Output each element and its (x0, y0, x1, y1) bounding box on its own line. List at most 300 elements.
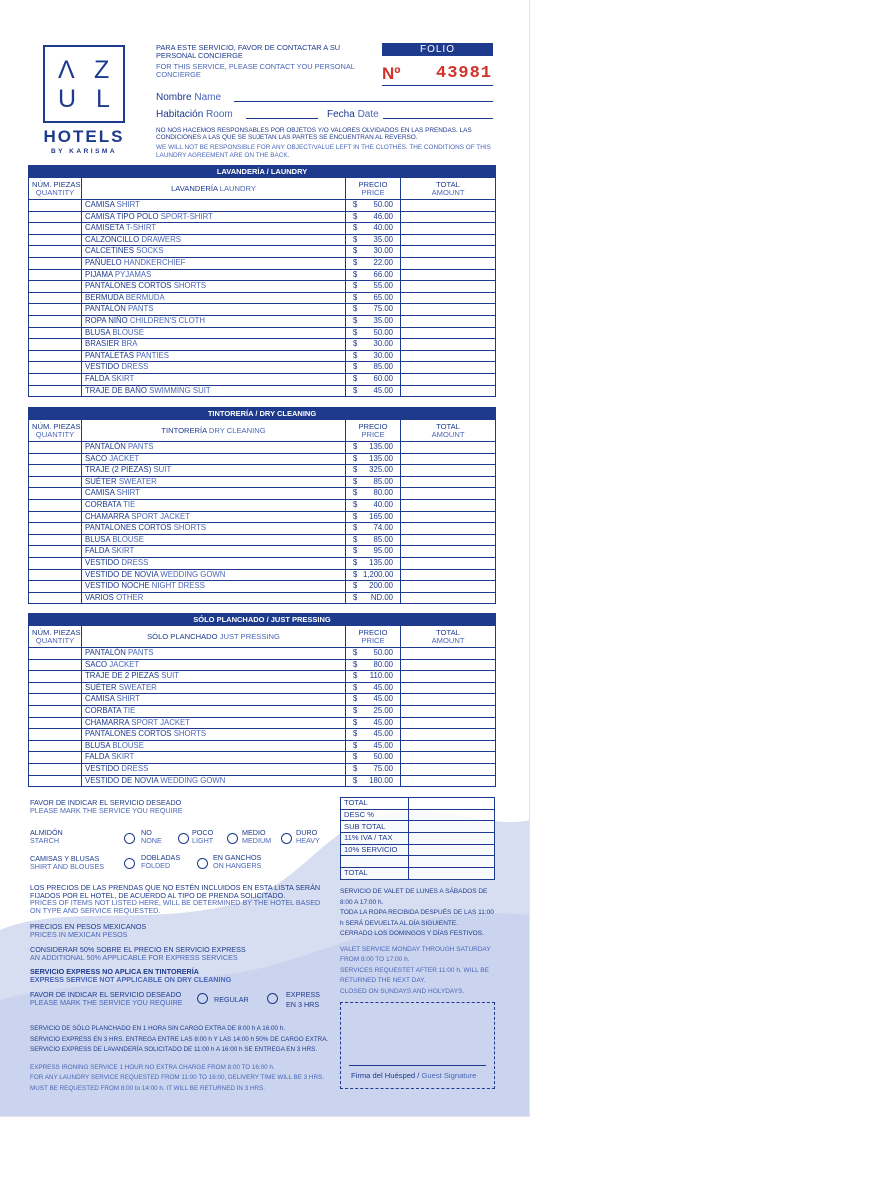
amount-cell[interactable] (401, 557, 496, 569)
valet-es-3: CERRADO LOS DOMINGOS Y DÍAS FESTIVOS. (340, 930, 484, 937)
currency-sign: $ (353, 304, 358, 314)
price-cell (346, 234, 401, 246)
quantity-cell[interactable] (29, 269, 82, 281)
price-value: 60.00 (373, 373, 393, 383)
currency-sign: $ (353, 682, 358, 692)
qty-column-header (29, 626, 82, 648)
table-row (29, 385, 496, 397)
currency-sign: $ (353, 339, 358, 349)
date-field[interactable] (383, 118, 493, 119)
amount-cell[interactable] (401, 648, 496, 660)
quantity-cell[interactable] (29, 223, 82, 235)
amount-cell[interactable] (401, 682, 496, 694)
quantity-cell[interactable] (29, 200, 82, 212)
starch-heavy-radio[interactable] (281, 833, 292, 844)
item-name-cell (82, 569, 346, 581)
currency-sign: $ (353, 223, 358, 233)
item-name-cell (82, 362, 346, 374)
unlisted-prices-note (30, 884, 322, 914)
currency-sign: $ (353, 373, 358, 383)
price-cell (346, 682, 401, 694)
quantity-cell[interactable] (29, 488, 82, 500)
amount-cell[interactable] (401, 385, 496, 397)
starch-light-label (192, 829, 213, 845)
item-name-es: VESTIDO (85, 763, 120, 773)
table-row (29, 581, 496, 593)
quantity-cell[interactable] (29, 671, 82, 683)
amount-cell[interactable] (401, 453, 496, 465)
price-cell (346, 339, 401, 351)
price-cell (346, 671, 401, 683)
item-name-cell (82, 385, 346, 397)
item-name-cell (82, 234, 346, 246)
amount-cell[interactable] (401, 671, 496, 683)
quantity-cell[interactable] (29, 315, 82, 327)
table-row (29, 200, 496, 212)
section-header-row (29, 626, 496, 648)
shirts-label-es: CAMISAS Y BLUSAS (30, 854, 100, 863)
express-service-radio[interactable] (267, 993, 278, 1004)
disclaimer (156, 127, 496, 159)
table-row (29, 246, 496, 258)
price-value: 22.00 (373, 258, 393, 268)
amount-cell[interactable] (401, 281, 496, 293)
amount-cell[interactable] (401, 223, 496, 235)
quantity-cell[interactable] (29, 281, 82, 293)
currency-sign: $ (353, 385, 358, 395)
logo-subtitle: BY KARISMA (50, 148, 118, 155)
quantity-cell[interactable] (29, 257, 82, 269)
valet-en-1: VALET SERVICE MONDAY THROUGH SATURDAY FROM 8:00 TO 17:00 h. (340, 945, 491, 963)
item-name-es: CORBATA (85, 706, 122, 716)
signature-label-en: Guest Signature (421, 1071, 477, 1080)
regular-service-radio[interactable] (197, 993, 208, 1004)
item-name-cell (82, 546, 346, 558)
contact-note-es: PARA ESTE SERVICIO, FAVOR DE CONTACTAR A SU PERSONAL CONCIERGE (156, 43, 341, 60)
table-row (29, 523, 496, 535)
price-header-en: PRICE (361, 429, 385, 439)
amount-cell[interactable] (401, 569, 496, 581)
item-name-en: OTHER (116, 592, 144, 602)
quantity-cell[interactable] (29, 385, 82, 397)
item-name-cell (82, 592, 346, 604)
currency-sign: $ (353, 740, 358, 750)
item-name-en: SWEATER (118, 682, 157, 692)
price-value: 25.00 (373, 706, 393, 716)
quantity-cell[interactable] (29, 705, 82, 717)
item-name-es: SUÉTER (85, 682, 117, 692)
price-value: 30.00 (373, 246, 393, 256)
price-value: 50.00 (373, 327, 393, 337)
table-row (29, 717, 496, 729)
item-name-en: SOCKS (136, 246, 164, 256)
amount-cell[interactable] (401, 740, 496, 752)
item-name-en: PYJAMAS (114, 269, 152, 279)
table-row (29, 534, 496, 546)
item-name-es: VESTIDO NOCHE (85, 581, 150, 591)
amount-cell[interactable] (401, 373, 496, 385)
item-name-cell (82, 705, 346, 717)
item-name-es: CAMISA (85, 200, 115, 210)
price-cell (346, 269, 401, 281)
starch-light-es: POCO (192, 828, 214, 837)
amount-cell[interactable] (401, 581, 496, 593)
quantity-cell[interactable] (29, 234, 82, 246)
price-column-header (346, 420, 401, 442)
item-column-header (82, 626, 346, 648)
laundry-table (28, 165, 496, 397)
item-name-cell (82, 246, 346, 258)
amount-cell[interactable] (401, 763, 496, 775)
currency-sign: $ (353, 453, 358, 463)
price-value: 135.00 (369, 453, 393, 463)
item-name-en: DRESS (121, 557, 149, 567)
price-cell (346, 246, 401, 258)
quantity-cell[interactable] (29, 717, 82, 729)
totals-label: TOTAL (341, 798, 409, 810)
shirts-hangers-radio[interactable] (197, 858, 208, 869)
quantity-cell[interactable] (29, 648, 82, 660)
table-row (29, 350, 496, 362)
valet-es-2: TODA LA ROPA RECIBIDA DESPUÉS DE LAS 11:00 h SERÁ DEVUELTA AL DÍA SIGUIENTE. (340, 909, 494, 927)
table-row (29, 752, 496, 764)
item-name-cell (82, 682, 346, 694)
price-cell (346, 523, 401, 535)
table-row (29, 442, 496, 454)
currency-sign: $ (353, 362, 358, 372)
date-label-en: Date (357, 109, 379, 120)
quantity-cell[interactable] (29, 511, 82, 523)
quantity-cell[interactable] (29, 499, 82, 511)
item-name-en: PANTS (128, 648, 154, 658)
room-field-label (156, 109, 233, 120)
shirts-label (30, 855, 104, 871)
price-value: 180.00 (369, 775, 393, 785)
total-column-header (401, 420, 496, 442)
quantity-cell[interactable] (29, 476, 82, 488)
table-row (29, 557, 496, 569)
qty-header-es: NÚM. PIEZAS (32, 421, 81, 431)
item-name-es: PAÑUELO (85, 258, 122, 268)
quantity-cell[interactable] (29, 557, 82, 569)
starch-medium-en: MEDIUM (242, 836, 272, 845)
amount-cell[interactable] (401, 523, 496, 535)
amount-cell[interactable] (401, 315, 496, 327)
totals-amount-cell[interactable] (409, 868, 495, 880)
item-name-cell (82, 717, 346, 729)
totals-label: SUB TOTAL (341, 821, 409, 833)
quantity-cell[interactable] (29, 534, 82, 546)
currency-sign: $ (353, 534, 358, 544)
price-value: 75.00 (373, 763, 393, 773)
amount-cell[interactable] (401, 717, 496, 729)
regular-service-label: REGULAR (214, 995, 249, 1004)
starch-none-radio[interactable] (124, 833, 135, 844)
item-name-en: TIE (123, 706, 136, 716)
name-field[interactable] (234, 101, 493, 102)
express-surcharge-en: AN ADDITIONAL 50% APPLICABLE FOR EXPRESS SERVICES (30, 953, 238, 962)
logo-letter-z: Z (94, 56, 110, 84)
guest-signature-box[interactable] (340, 1002, 495, 1089)
table-row (29, 659, 496, 671)
quantity-cell[interactable] (29, 292, 82, 304)
starch-label (30, 829, 63, 845)
table-row (29, 269, 496, 281)
currency-sign: $ (353, 546, 358, 556)
item-column-header (82, 420, 346, 442)
currency-sign: $ (353, 211, 358, 221)
amount-cell[interactable] (401, 659, 496, 671)
quantity-cell[interactable] (29, 546, 82, 558)
item-name-en: WEDDING GOWN (160, 775, 226, 785)
quantity-cell[interactable] (29, 581, 82, 593)
item-name-es: CAMISA (85, 694, 115, 704)
price-cell (346, 546, 401, 558)
quantity-cell[interactable] (29, 211, 82, 223)
amount-cell[interactable] (401, 292, 496, 304)
total-header-en: AMOUNT (431, 635, 465, 645)
currency-sign: $ (353, 292, 358, 302)
item-name-en: SHIRT (116, 488, 140, 498)
amount-cell[interactable] (401, 211, 496, 223)
item-name-es: CALZONCILLO (85, 234, 140, 244)
starch-label-en: STARCH (30, 836, 60, 845)
price-value: 75.00 (373, 304, 393, 314)
quantity-cell[interactable] (29, 362, 82, 374)
room-label-es: Habitación (156, 109, 204, 120)
total-header-en: AMOUNT (431, 429, 465, 439)
item-name-cell (82, 671, 346, 683)
hotel-logo (43, 45, 125, 155)
quantity-cell[interactable] (29, 350, 82, 362)
price-cell (346, 659, 401, 671)
totals-table (340, 797, 495, 880)
quantity-cell[interactable] (29, 729, 82, 741)
price-cell (346, 694, 401, 706)
item-header-en: LAUNDRY (219, 183, 256, 193)
price-header-es: PRECIO (358, 421, 388, 431)
section-header-row (29, 178, 496, 200)
amount-cell[interactable] (401, 350, 496, 362)
qty-header-es: NÚM. PIEZAS (32, 179, 81, 189)
price-value: 50.00 (373, 648, 393, 658)
quantity-cell[interactable] (29, 682, 82, 694)
amount-cell[interactable] (401, 246, 496, 258)
note-en-3: MUST BE REQUESTED FROM 8:00 to 14:00 h. IT WILL BE RETURNED IN 3 HRS. (30, 1084, 266, 1092)
shirts-label-en: SHIRT AND BLOUSES (30, 862, 105, 871)
amount-cell[interactable] (401, 362, 496, 374)
quantity-cell[interactable] (29, 465, 82, 477)
totals-amount-cell[interactable] (409, 833, 495, 845)
amount-cell[interactable] (401, 476, 496, 488)
item-header-es: LAVANDERÍA (171, 183, 218, 193)
price-value: 135.00 (369, 557, 393, 567)
starch-medium-radio[interactable] (227, 833, 238, 844)
valet-en-3: CLOSED ON SUNDAYS AND HOLYDAYS. (340, 987, 465, 995)
quantity-cell[interactable] (29, 569, 82, 581)
amount-cell[interactable] (401, 775, 496, 787)
price-cell (346, 499, 401, 511)
logo-letter-l: L (96, 85, 110, 113)
totals-amount-cell[interactable] (409, 856, 495, 868)
totals-row (341, 809, 495, 821)
totals-amount-cell[interactable] (409, 809, 495, 821)
item-name-cell (82, 281, 346, 293)
item-name-es: TRAJE DE 2 PIEZAS (85, 671, 160, 681)
item-name-cell (82, 659, 346, 671)
quantity-cell[interactable] (29, 453, 82, 465)
price-cell (346, 281, 401, 293)
table-row (29, 740, 496, 752)
item-name-en: SPORT-SHIRT (160, 211, 213, 221)
totals-amount-cell[interactable] (409, 821, 495, 833)
amount-cell[interactable] (401, 339, 496, 351)
item-name-cell (82, 488, 346, 500)
section-title: TINTORERÍA / DRY CLEANING (29, 408, 496, 420)
quantity-cell[interactable] (29, 659, 82, 671)
item-name-en: JACKET (109, 453, 140, 463)
quantity-cell[interactable] (29, 373, 82, 385)
amount-cell[interactable] (401, 200, 496, 212)
price-value: 30.00 (373, 339, 393, 349)
item-name-es: CAMISETA (85, 223, 124, 233)
amount-cell[interactable] (401, 729, 496, 741)
price-cell (346, 465, 401, 477)
pesos-note-en: PRICES IN MEXICAN PESOS (30, 930, 128, 939)
price-cell (346, 648, 401, 660)
item-name-es: VESTIDO (85, 557, 120, 567)
express-not-dry-en: EXPRESS SERVICE NOT APPLICABLE ON DRY CLEANING (30, 975, 232, 984)
qty-header-en: QUANTITY (35, 635, 75, 645)
table-row (29, 671, 496, 683)
price-column-header (346, 626, 401, 648)
amount-cell[interactable] (401, 694, 496, 706)
item-name-es: CHAMARRA (85, 511, 130, 521)
totals-row (341, 821, 495, 833)
amount-cell[interactable] (401, 269, 496, 281)
price-value: 45.00 (373, 682, 393, 692)
quantity-cell[interactable] (29, 763, 82, 775)
price-value: 46.00 (373, 211, 393, 221)
quantity-cell[interactable] (29, 339, 82, 351)
contact-note (156, 44, 370, 79)
amount-cell[interactable] (401, 327, 496, 339)
price-cell (346, 592, 401, 604)
total-header-en: AMOUNT (431, 187, 465, 197)
currency-sign: $ (353, 581, 358, 591)
price-cell (346, 511, 401, 523)
amount-cell[interactable] (401, 534, 496, 546)
price-cell (346, 705, 401, 717)
item-name-es: BERMUDA (85, 292, 124, 302)
price-cell (346, 763, 401, 775)
item-name-en: BERMUDA (125, 292, 165, 302)
service-hours-notes (30, 1024, 330, 1094)
item-name-en: HANDKERCHIEF (123, 258, 186, 268)
price-cell (346, 569, 401, 581)
table-row (29, 292, 496, 304)
express-surcharge-note (30, 946, 246, 962)
amount-cell[interactable] (401, 546, 496, 558)
item-name-en: PANTS (128, 304, 154, 314)
room-field[interactable] (246, 118, 318, 119)
totals-row (341, 868, 495, 880)
item-name-en: SUIT (161, 671, 180, 681)
pesos-note (30, 923, 146, 939)
price-cell (346, 775, 401, 787)
pesos-note-es: PRECIOS EN PESOS MEXICANOS (30, 922, 147, 931)
section-band (29, 614, 496, 626)
price-cell (346, 453, 401, 465)
qty-header-en: QUANTITY (35, 187, 75, 197)
item-name-cell (82, 257, 346, 269)
item-name-cell (82, 648, 346, 660)
starch-light-radio[interactable] (178, 833, 189, 844)
totals-amount-cell[interactable] (409, 844, 495, 856)
item-name-es: VESTIDO (85, 362, 120, 372)
shirts-folded-radio[interactable] (124, 858, 135, 869)
amount-cell[interactable] (401, 488, 496, 500)
quantity-cell[interactable] (29, 442, 82, 454)
quantity-cell[interactable] (29, 304, 82, 316)
table-row (29, 362, 496, 374)
item-name-en: PANTIES (136, 350, 169, 360)
price-value: 45.00 (373, 694, 393, 704)
currency-sign: $ (353, 569, 358, 579)
amount-cell[interactable] (401, 705, 496, 717)
item-name-es: BRASIER (85, 339, 120, 349)
item-name-cell (82, 223, 346, 235)
amount-cell[interactable] (401, 465, 496, 477)
shirts-folded-es: DOBLADAS (141, 853, 181, 862)
quantity-cell[interactable] (29, 592, 82, 604)
amount-cell[interactable] (401, 592, 496, 604)
amount-cell[interactable] (401, 499, 496, 511)
azul-logo-mark (43, 45, 125, 123)
amount-cell[interactable] (401, 234, 496, 246)
quantity-cell[interactable] (29, 740, 82, 752)
amount-cell[interactable] (401, 257, 496, 269)
starch-heavy-label (296, 829, 320, 845)
price-value: 74.00 (373, 523, 393, 533)
table-row (29, 729, 496, 741)
price-value: 30.00 (373, 350, 393, 360)
item-name-en: DRESS (121, 763, 149, 773)
amount-cell[interactable] (401, 511, 496, 523)
amount-cell[interactable] (401, 752, 496, 764)
quantity-cell[interactable] (29, 327, 82, 339)
currency-sign: $ (353, 694, 358, 704)
quantity-cell[interactable] (29, 246, 82, 258)
disclaimer-en: WE WILL NOT BE RESPONSIBLE FOR ANY OBJECT/VALUE LEFT IN THE CLOTHES. THE CONDITIONS OF THIS LAUNDRY AGREEMENT ARE ON THE BACK. (156, 144, 491, 159)
item-name-cell (82, 315, 346, 327)
quantity-cell[interactable] (29, 752, 82, 764)
item-name-en: SHIRT (116, 200, 140, 210)
table-row (29, 546, 496, 558)
starch-label-es: ALMIDÓN (30, 828, 63, 837)
currency-sign: $ (353, 488, 358, 498)
item-name-en: SKIRT (111, 373, 135, 383)
express-service-label (286, 990, 320, 1010)
amount-cell[interactable] (401, 442, 496, 454)
totals-amount-cell[interactable] (409, 798, 495, 810)
quantity-cell[interactable] (29, 523, 82, 535)
quantity-cell[interactable] (29, 775, 82, 787)
amount-cell[interactable] (401, 304, 496, 316)
price-value: 45.00 (373, 729, 393, 739)
quantity-cell[interactable] (29, 694, 82, 706)
table-row (29, 211, 496, 223)
